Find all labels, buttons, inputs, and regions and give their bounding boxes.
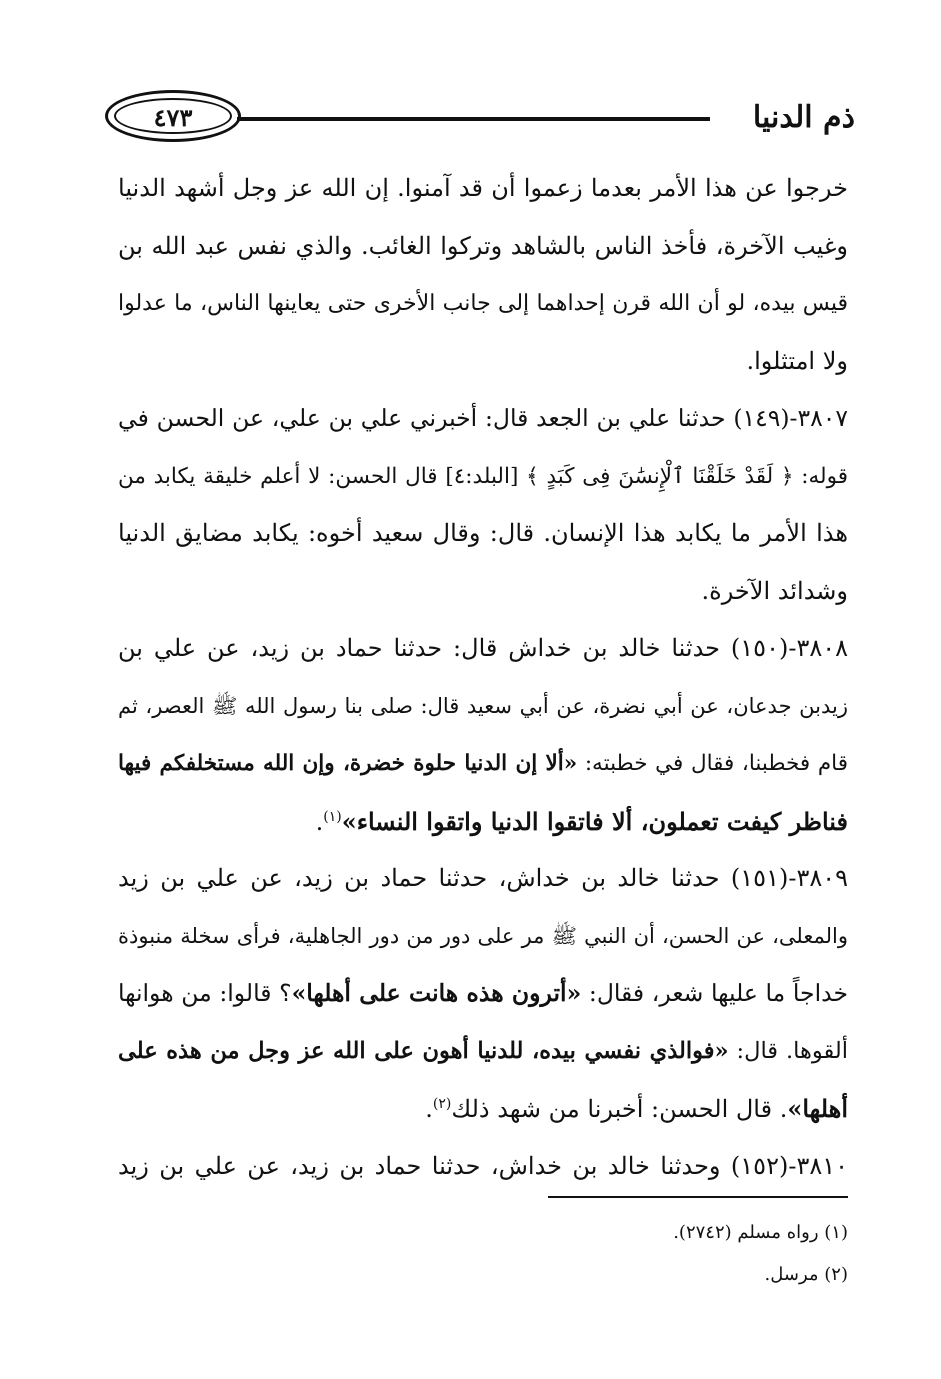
body-text (118, 160, 848, 1195)
text-line (118, 1080, 848, 1138)
text-segment: ؟ قالوا: من هوانها (118, 979, 292, 1007)
text-line: زيدبن جدعان، عن أبي نضرة، عن أبي سعيد قال: صلى بنا رسول الله ﷺ العصر، ثم (118, 693, 848, 718)
footnote-ref-1: (١) (323, 808, 342, 825)
text-line: وغيب الآخرة، فأخذ الناس بالشاهد وتركوا الغائب. والذي نفس عبد الله بن (118, 231, 848, 260)
text-line: خرجوا عن هذا الأمر بعدما زعموا أن قد آمنوا. إن الله عز وجل أشهد الدنيا (118, 174, 848, 202)
bold-quote: «فوالذي نفسي بيده، للدنيا أهون على الله عز وجل من هذه على (118, 1037, 729, 1064)
footnote-ref-2: (٢) (432, 1096, 452, 1112)
text-line: والمعلى، عن الحسن، أن النبي ﷺ مر على دور من دور الجاهلية، فرأى سخلة منبوذة (118, 923, 848, 948)
text-line: وشدائد الآخرة. (701, 576, 848, 605)
page-header (95, 88, 855, 152)
hadith-3808-line: ٣٨٠٨-(١٥٠) حدثنا خالد بن خداش قال: حدثنا حماد بن زيد، عن علي بن (118, 634, 848, 662)
bold-quote: «ألا إن الدنيا حلوة خضرة، وإن الله مستخلفكم فيها (118, 751, 578, 776)
footnote-rule (548, 1196, 848, 1198)
text-segment: . (315, 807, 324, 836)
page-number: ٤٧٣ (153, 103, 193, 132)
text-line (118, 965, 848, 1023)
text-line: ولا امتثلوا. (746, 346, 848, 375)
text-segment: . (425, 1095, 433, 1123)
text-segment: ألقوها. قال: (728, 1037, 848, 1064)
hadith-3807-line: ٣٨٠٧-(١٤٩) حدثنا علي بن الجعد قال: أخبرني علي بن علي، عن الحسن في (118, 404, 848, 432)
header-rule (237, 117, 710, 121)
text-segment: قام فخطبنا، فقال في خطبته: (577, 751, 848, 776)
hadith-3810-line: ٣٨١٠-(١٥٢) وحدثنا خالد بن خداش، حدثنا حماد بن زيد، عن علي بن زيد (118, 1151, 848, 1180)
bold-quote: فناظر كيفت تعملون، ألا فاتقوا الدنيا واتقوا النساء» (341, 806, 848, 836)
page-number-badge (105, 90, 241, 142)
footnote-1: (١) رواه مسلم (٢٧٤٢). (673, 1222, 848, 1243)
bold-quote: «أترون هذه هانت على أهلها» (291, 979, 582, 1007)
text-line: قيس بيده، لو أن الله قرن إحداهما إلى جانب الأخرى حتى يعاينها الناس، ما عدلوا (118, 291, 848, 316)
text-line (118, 735, 848, 793)
bold-quote: أهلها» (787, 1094, 848, 1123)
chapter-title: ذم الدنيا (752, 100, 855, 135)
footnote-2: (٢) مرسل. (764, 1264, 848, 1285)
footnotes (148, 1212, 848, 1296)
text-segment: خداجاً ما عليها شعر، فقال: (581, 979, 848, 1007)
text-line: هذا الأمر ما يكابد هذا الإنسان. قال: وقال سعيد أخوه: يكابد مضايق الدنيا (118, 519, 848, 547)
text-segment: . قال الحسن: أخبرنا من شهد ذلك (451, 1095, 788, 1123)
text-line (118, 793, 848, 851)
text-line: قوله: ﴿ لَقَدْ خَلَقْنَا ٱلْإِنسَٰنَ فِى كَبَدٍ ﴾ [البلد:٤] قال الحسن: لا أعلم خليقة يكابد من (118, 463, 848, 489)
hadith-3809-line: ٣٨٠٩-(١٥١) حدثنا خالد بن خداش، حدثنا حماد بن زيد، عن علي بن زيد (118, 864, 848, 892)
text-line (118, 1023, 848, 1081)
